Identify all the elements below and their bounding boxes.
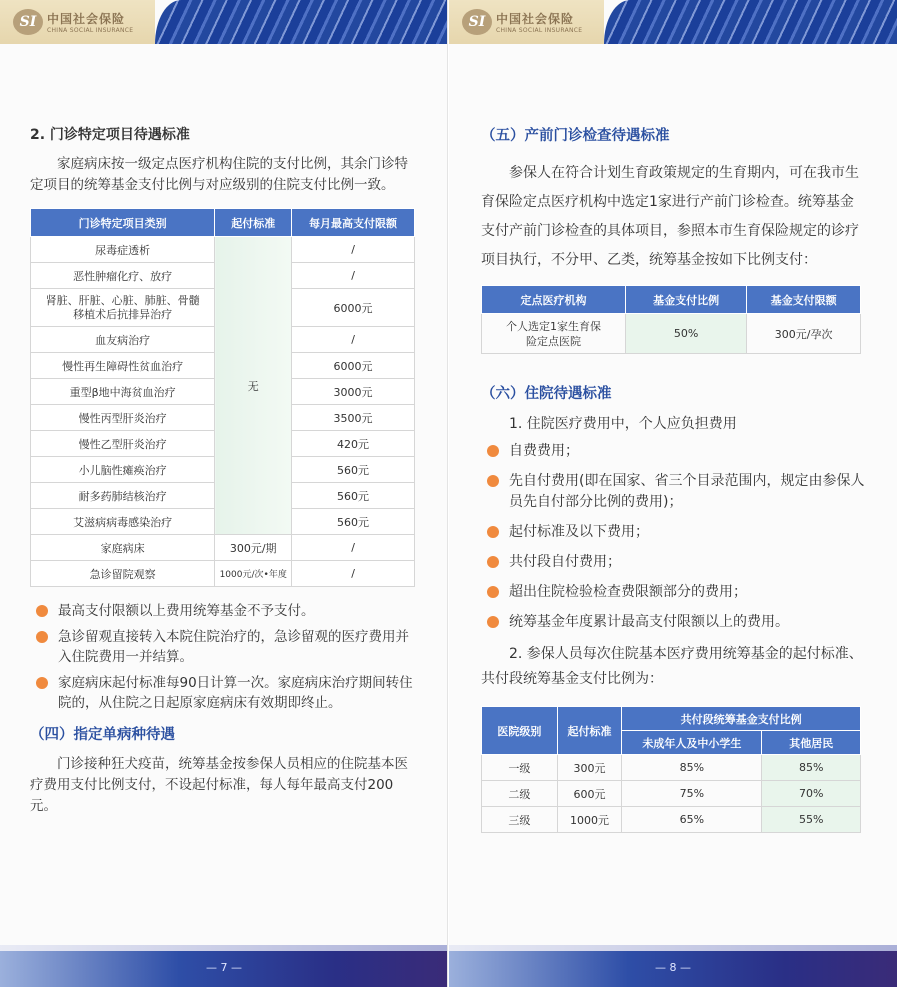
section5-text: 参保人在符合计划生育政策规定的生育期内，可在我市生育保险定点医疗机构中选定1家进行产前门诊检查。统筹基金支付产前门诊检查的具体项目，参照本市生育保险规定的诊疗项目执行，不分甲、乙类，统筹基金按如下比例支付： (481, 165, 859, 268)
table-cell: 恶性肿瘤化疗、放疗 (31, 263, 215, 289)
list-item: 急诊留观直接转入本院住院治疗的，急诊留观的医疗费用并入住院费用一并结算。 (30, 627, 415, 667)
list-item: 起付标准及以下费用； (481, 522, 866, 543)
si-logo-icon: SI (462, 9, 492, 35)
list-item: 家庭病床起付标准每90日计算一次。家庭病床治疗期间转住院的，从住院之日起原家庭病床有效期即终止。 (30, 673, 415, 713)
section6-item2: 2. 参保人员每次住院基本医疗费用统筹基金的起付标准、共付段统筹基金支付比例为： (481, 646, 863, 687)
table-cell: / (292, 237, 415, 263)
table-cell: 急诊留院观察 (31, 561, 215, 587)
list-item: 自费费用； (481, 441, 866, 462)
table-cell: 3000元 (292, 379, 415, 405)
table-header: 每月最高支付限额 (292, 209, 415, 237)
table-cell: 尿毒症透析 (31, 237, 215, 263)
table-cell: 1000元 (557, 807, 621, 833)
section6-item1: 1. 住院医疗费用中，个人应负担费用 (509, 416, 737, 432)
list-item: 超出住院检验检查费限额部分的费用； (481, 582, 866, 603)
table-cell: 420元 (292, 431, 415, 457)
table-cell: 560元 (292, 457, 415, 483)
list-item: 统筹基金年度累计最高支付限额以上的费用。 (481, 612, 866, 633)
page-number: — 8 — (655, 961, 691, 974)
table-cell: 560元 (292, 483, 415, 509)
logo-area (449, 0, 604, 44)
list-item: 共付段自付费用； (481, 552, 866, 573)
table-cell: 75% (622, 781, 762, 807)
table-cell: 6000元 (292, 353, 415, 379)
table-cell: 65% (622, 807, 762, 833)
table-cell: 肾脏、肝脏、心脏、肺脏、骨髓移植术后抗排异治疗 (31, 289, 215, 327)
table-header: 基金支付限额 (747, 286, 861, 314)
page-7 (0, 0, 448, 987)
prenatal-table (481, 285, 861, 354)
table-cell: 560元 (292, 509, 415, 535)
table-cell: 慢性丙型肝炎治疗 (31, 405, 215, 431)
bullet-dot-icon (36, 631, 48, 643)
right-content (481, 124, 866, 833)
table-cell: 6000元 (292, 289, 415, 327)
table-cell: 300元/孕次 (747, 314, 861, 354)
section6-title: （六）住院待遇标准 (481, 386, 612, 402)
table-row (31, 237, 415, 263)
table-cell: 耐多药肺结核治疗 (31, 483, 215, 509)
bullet-dot-icon (36, 605, 48, 617)
table-cell: / (292, 263, 415, 289)
table-cell: 小儿脑性瘫痪治疗 (31, 457, 215, 483)
si-logo-icon: SI (13, 9, 43, 35)
table-cell: 二级 (482, 781, 558, 807)
table-cell: 慢性再生障碍性贫血治疗 (31, 353, 215, 379)
section2-text: 家庭病床按一级定点医疗机构住院的支付比例，其余门诊特定项目的统筹基金支付比例与对应级别的住院支付比例一致。 (30, 156, 408, 193)
logo-english: CHINA SOCIAL INSURANCE (47, 27, 134, 34)
table-header: 基金支付比例 (626, 286, 747, 314)
list-item: 最高支付限额以上费用统筹基金不予支付。 (30, 601, 415, 621)
section2-title: 2. 门诊特定项目待遇标准 (30, 127, 190, 143)
table-cell: 一级 (482, 755, 558, 781)
table-header: 起付标准 (215, 209, 292, 237)
table-cell: 300元/期 (215, 535, 292, 561)
section5-title: （五）产前门诊检查待遇标准 (481, 128, 670, 144)
table-cell: 85% (622, 755, 762, 781)
logo-chinese: 中国社会保险 (47, 12, 126, 26)
table-header: 未成年人及中小学生 (622, 731, 762, 755)
bullet-dot-icon (487, 586, 499, 598)
bullet-dot-icon (487, 616, 499, 628)
outpatient-special-table (30, 208, 415, 587)
footer-band (449, 951, 897, 987)
table-cell: 血友病治疗 (31, 327, 215, 353)
bullet-dot-icon (487, 526, 499, 538)
inpatient-costs-list (481, 441, 866, 633)
table-row (31, 561, 415, 587)
logo-chinese: 中国社会保险 (496, 12, 575, 26)
logo-english: CHINA SOCIAL INSURANCE (496, 27, 583, 34)
table-cell: / (292, 327, 415, 353)
table-header: 医院级别 (482, 707, 558, 755)
table-row (31, 535, 415, 561)
table-row (482, 314, 861, 354)
table-cell: 重型β地中海贫血治疗 (31, 379, 215, 405)
table-header: 共付段统筹基金支付比例 (622, 707, 861, 731)
table-cell: 3500元 (292, 405, 415, 431)
left-content (30, 124, 415, 829)
table-cell: 艾滋病病毒感染治疗 (31, 509, 215, 535)
bullet-dot-icon (487, 475, 499, 487)
table-header: 定点医疗机构 (482, 286, 626, 314)
header-band (449, 0, 897, 44)
header-band (0, 0, 448, 44)
merged-deductible-cell: 无 (215, 237, 292, 535)
bullet-dot-icon (487, 556, 499, 568)
list-item: 先自付费用(即在国家、省三个目录范围内，规定由参保人员先自付部分比例的费用)； (481, 471, 866, 513)
table-row (482, 755, 861, 781)
table-row (482, 781, 861, 807)
table-header: 起付标准 (557, 707, 621, 755)
table-cell: 70% (762, 781, 861, 807)
table-row (482, 807, 861, 833)
footer-band (0, 951, 448, 987)
table-cell: 家庭病床 (31, 535, 215, 561)
header-stripes (155, 0, 448, 44)
table-cell: 1000元/次•年度 (215, 561, 292, 587)
table-cell: 个人选定1家生育保险定点医院 (482, 314, 626, 354)
page-8 (449, 0, 897, 987)
inpatient-table (481, 706, 861, 833)
table-cell: / (292, 535, 415, 561)
table-cell: 50% (626, 314, 747, 354)
table-cell: 85% (762, 755, 861, 781)
table-cell: 600元 (557, 781, 621, 807)
logo-area (0, 0, 155, 44)
table-cell: 慢性乙型肝炎治疗 (31, 431, 215, 457)
table-cell: 55% (762, 807, 861, 833)
bullet-dot-icon (36, 677, 48, 689)
page-number: — 7 — (206, 961, 242, 974)
table-cell: 三级 (482, 807, 558, 833)
table-header: 其他居民 (762, 731, 861, 755)
section4-title: （四）指定单病种待遇 (30, 727, 175, 743)
header-stripes (604, 0, 897, 44)
bullet-dot-icon (487, 445, 499, 457)
left-notes-list (30, 601, 415, 713)
table-cell: / (292, 561, 415, 587)
table-header: 门诊特定项目类别 (31, 209, 215, 237)
table-cell: 300元 (557, 755, 621, 781)
section4-text: 门诊接种狂犬疫苗，统筹基金按参保人员相应的住院基本医疗费用支付比例支付，不设起付标准，每人每年最高支付200元。 (30, 756, 408, 814)
